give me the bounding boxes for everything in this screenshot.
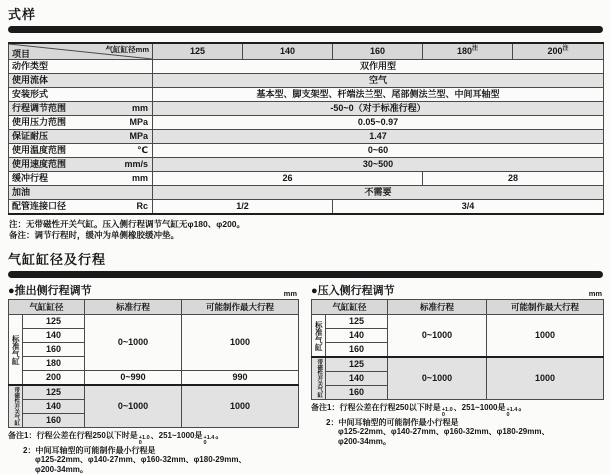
- note-line: φ125-22mm、φ140-27mm、φ160-32mm、φ180-29mm、: [338, 427, 550, 437]
- stroke-cell: 0~990: [85, 371, 182, 386]
- max-cell: 1000: [182, 385, 299, 428]
- sub-header-row: [9, 300, 299, 315]
- section-title-bore-stroke: 气缸缸径及行程: [8, 252, 107, 267]
- col-max-stroke: 可能制作最大行程: [182, 300, 299, 315]
- col-standard-stroke: 标准行程: [388, 300, 487, 315]
- push-side-title: ●推出侧行程调节: [8, 285, 92, 297]
- note-line: φ200-34mm。: [338, 436, 391, 446]
- push-side-block: [8, 282, 299, 474]
- note-line: 2：中间耳轴型的可能制作最小行程是: [23, 445, 156, 455]
- bore-col-200: $200^注$: [513, 43, 604, 60]
- col-bore: 气缸缸径: [312, 300, 388, 315]
- bore-cell: 160: [23, 343, 85, 357]
- group-label-standard: 标准气缸: [9, 315, 23, 386]
- unit-label: mm: [588, 289, 603, 298]
- table-row: [312, 357, 604, 372]
- bore-cell: 140: [23, 400, 85, 414]
- note-line: φ200-34mm。: [35, 464, 88, 474]
- bore-cell: 125: [326, 357, 388, 372]
- sub-header-row: [312, 300, 604, 315]
- corner-label-item: 项目: [12, 49, 31, 59]
- cell: 双作用型: [153, 60, 604, 74]
- col-bore: 气缸缸径: [9, 300, 85, 315]
- bore-cell: 125: [23, 315, 85, 329]
- note-line: 2：中间耳轴型的可能制作最小行程是: [326, 417, 459, 427]
- bore-cell: 160: [326, 386, 388, 400]
- cell: 26: [153, 172, 423, 186]
- section-title-specs: 式样: [8, 7, 37, 22]
- bore-col-180: $180^注$: [423, 43, 513, 60]
- spec-row-temperature-range: 使用温度范围 ℃ 0~60: [9, 144, 604, 158]
- spec-row-speed-range: 使用速度范围 mm/s 30~500: [9, 158, 604, 172]
- bore-cell: 180: [23, 357, 85, 371]
- spec-table: [8, 42, 604, 215]
- table-row: [9, 371, 299, 386]
- bore-cell: 140: [326, 329, 388, 343]
- max-cell: 1000: [487, 315, 604, 358]
- section-divider-bar: [8, 26, 603, 33]
- cell: 0.05~0.97: [153, 116, 604, 130]
- cell: 基本型、脚支架型、杆端法兰型、尾部侧法兰型、中间耳轴型: [153, 88, 604, 102]
- spec-row-action-type: 动作类型 双作用型: [9, 60, 604, 74]
- cell: 空气: [153, 74, 604, 88]
- bore-col-160: 160: [333, 43, 423, 60]
- corner-label-bore: 气缸缸径mm: [105, 45, 149, 54]
- note-line: 备注1：行程公差在行程250以下时是 +1.0 0 、251~1000是 +1.4 0 。: [8, 431, 224, 446]
- spec-row-cushion-stroke: 缓冲行程 mm 26 28: [9, 172, 604, 186]
- cell: 1/2: [153, 200, 333, 215]
- cell: 1.47: [153, 130, 604, 144]
- cell: 0~60: [153, 144, 604, 158]
- cell: 3/4: [333, 200, 604, 215]
- bore-cell: 160: [326, 343, 388, 358]
- group-label-magnetic-switch: 带磁性开关气缸: [312, 357, 326, 400]
- max-cell: 1000: [182, 315, 299, 371]
- max-cell: 990: [182, 371, 299, 386]
- stroke-cell: 0~1000: [85, 315, 182, 371]
- bore-cell: 200: [23, 371, 85, 386]
- stroke-cell: 0~1000: [85, 385, 182, 428]
- spec-row-mounting: 安装形式 基本型、脚支架型、杆端法兰型、尾部侧法兰型、中间耳轴型: [9, 88, 604, 102]
- bore-cell: 140: [23, 329, 85, 343]
- push-side-table: [8, 299, 299, 428]
- push-side-notes: [8, 431, 299, 474]
- spec-row-pressure-range: 使用压力范围 MPa 0.05~0.97: [9, 116, 604, 130]
- bore-cell: 140: [326, 372, 388, 386]
- spec-row-stroke-adjust-range: 行程调节范围 mm -50~0（对于标准行程）: [9, 102, 604, 116]
- bore-col-125: 125: [153, 43, 243, 60]
- cell: 28: [423, 172, 604, 186]
- unit-label: mm: [283, 289, 298, 298]
- table-row: [9, 385, 299, 400]
- cell: 30~500: [153, 158, 604, 172]
- section-divider-bar: [8, 271, 603, 278]
- spec-row-port-size: 配管连接口径 Rc 1/2 3/4: [9, 200, 604, 215]
- col-standard-stroke: 标准行程: [85, 300, 182, 315]
- spec-row-fluid: 使用流体 空气: [9, 74, 604, 88]
- cell: 不需要: [153, 186, 604, 200]
- note-line: φ125-22mm、φ140-27mm、φ160-32mm、φ180-29mm、: [35, 455, 247, 465]
- note-line: 备注：调节行程时，缓冲为单侧橡胶缓冲垫。: [9, 230, 180, 240]
- table-row: [312, 315, 604, 329]
- note-line: 备注1：行程公差在行程250以下时是 +1.0 0 、251~1000是 +1.4 0 。: [311, 403, 527, 418]
- cell: -50~0（对于标准行程）: [153, 102, 604, 116]
- bore-col-140: 140: [243, 43, 333, 60]
- stroke-cell: 0~1000: [388, 357, 487, 400]
- group-label-magnetic-switch: 带磁性开关气缸: [9, 385, 23, 428]
- bore-cell: 160: [23, 414, 85, 428]
- spec-row-lubrication: 加油 不需要: [9, 186, 604, 200]
- group-label-standard: 标准气缸: [312, 315, 326, 358]
- note-line: 注：无带磁性开关气缸。压入侧行程调节气缸无φ180、φ200。: [9, 219, 246, 229]
- table-row: [9, 315, 299, 329]
- pull-side-table: [311, 299, 604, 400]
- spec-corner-cell: [9, 43, 153, 60]
- pull-side-title: ●压入侧行程调节: [311, 285, 395, 297]
- spec-row-proof-pressure: 保证耐压 MPa 1.47: [9, 130, 604, 144]
- pull-side-block: [311, 282, 604, 446]
- spec-table-notes: [9, 219, 603, 241]
- pull-side-notes: [311, 403, 604, 446]
- stroke-cell: 0~1000: [388, 315, 487, 358]
- max-cell: 1000: [487, 357, 604, 400]
- bore-cell: 125: [23, 385, 85, 400]
- bore-cell: 125: [326, 315, 388, 329]
- col-max-stroke: 可能制作最大行程: [487, 300, 604, 315]
- spec-header-row: [9, 43, 604, 60]
